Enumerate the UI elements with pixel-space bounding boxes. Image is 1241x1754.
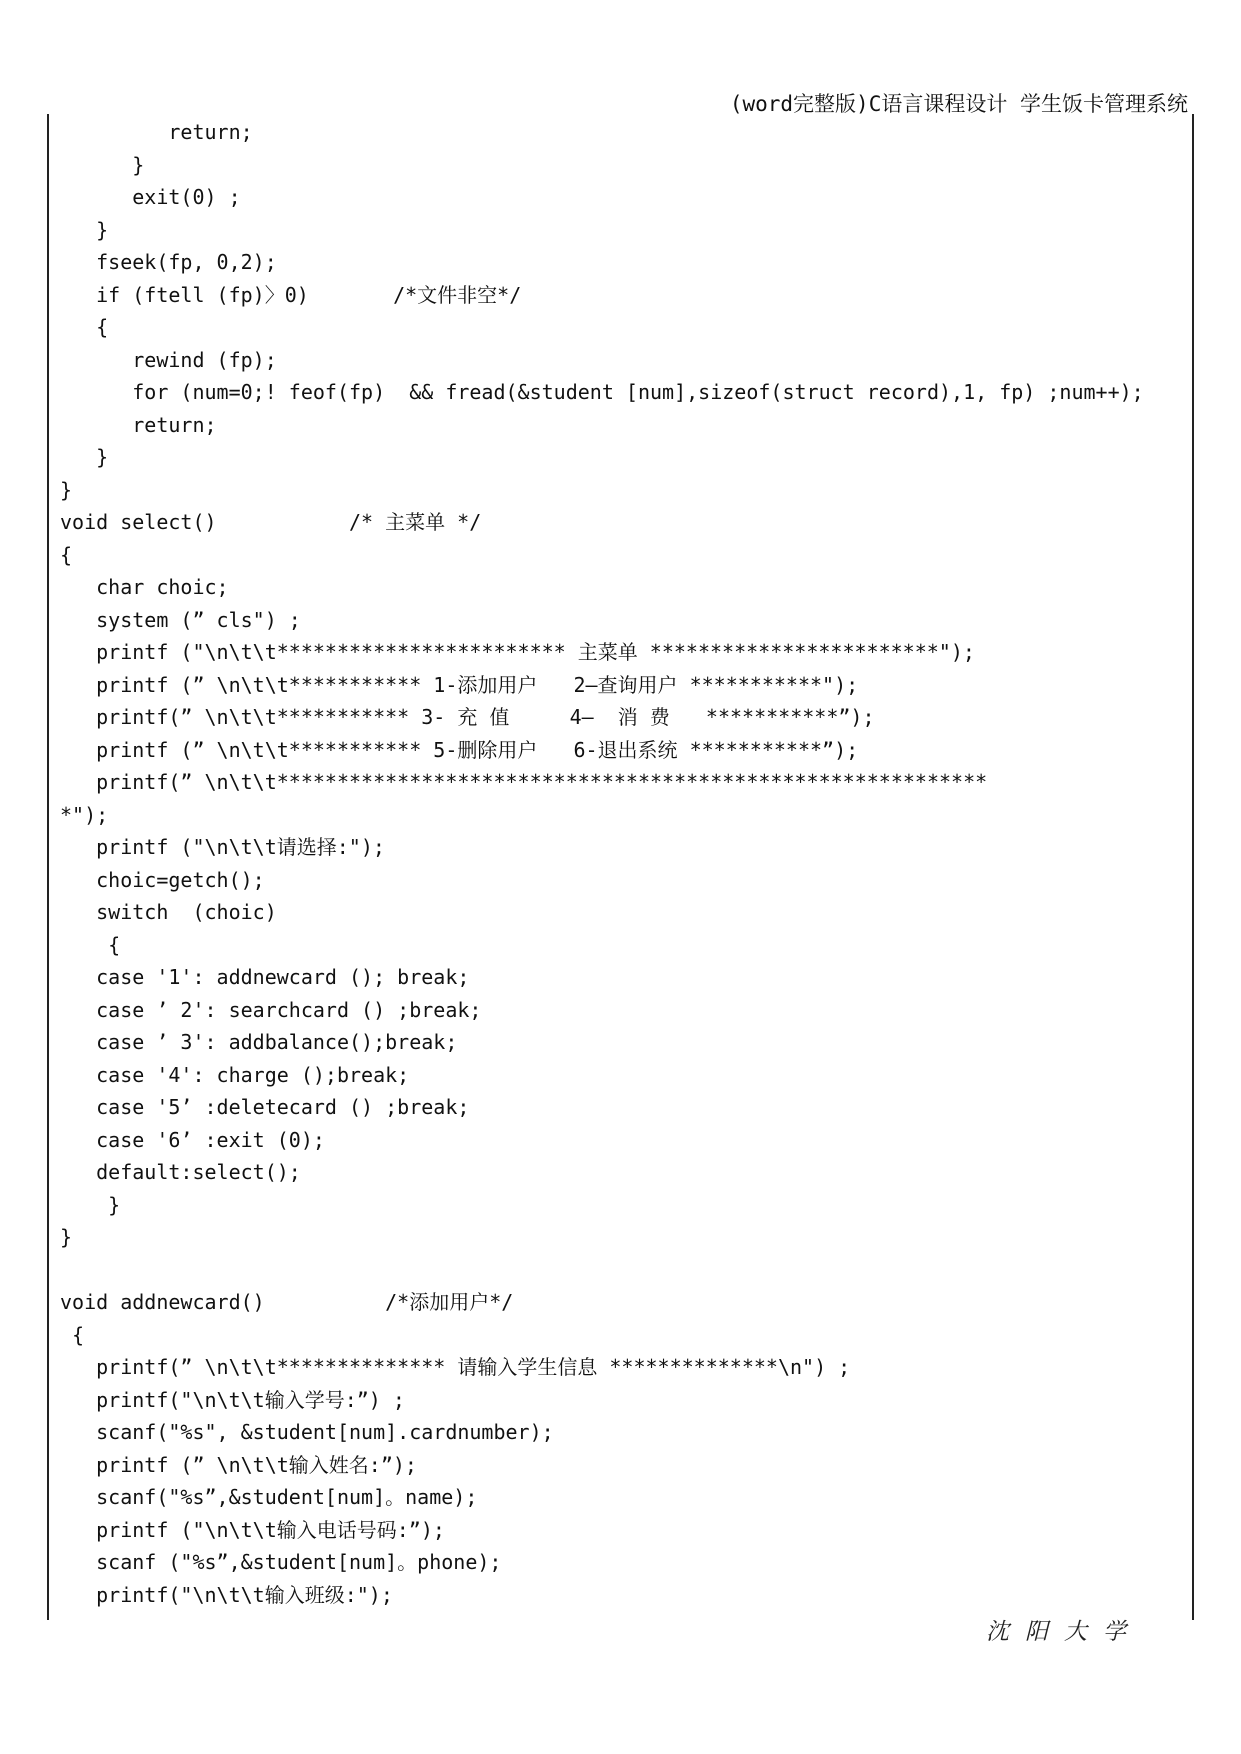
code-line: printf(” \n\t\t************** 请输入学生信息 **************\n") ; — [60, 1355, 851, 1379]
code-line: switch (choic) — [60, 900, 277, 924]
code-line: scanf("%s”,&student[num]。name); — [60, 1485, 478, 1509]
code-line: { — [60, 542, 73, 567]
running-header-title: (word完整版)C语言课程设计 学生饭卡管理系统 — [729, 92, 1188, 116]
code-line: case '4': charge ();break; — [60, 1062, 410, 1087]
code-line: scanf ("%s”,&student[num]。phone); — [60, 1550, 502, 1574]
code-line: printf(” \n\t\t*********************************************************** — [60, 770, 988, 794]
code-line: { — [60, 315, 109, 339]
code-line: return; — [60, 412, 217, 437]
code-line: case ’ 2': searchcard () ;break; — [60, 997, 482, 1022]
code-line: rewind (fp); — [60, 347, 277, 372]
page-border-right — [1192, 114, 1194, 1620]
code-line: printf (” \n\t\t*********** 5-删除用户 6-退出系统 ***********”); — [60, 737, 859, 762]
code-line: void addnewcard() /*添加用户*/ — [60, 1290, 514, 1314]
page-border-left — [47, 114, 49, 1620]
code-line: default:select(); — [60, 1160, 301, 1184]
code-line: printf("\n\t\t输入学号:”) ; — [60, 1387, 405, 1412]
code-line: printf ("\n\t\t请选择:"); — [60, 835, 385, 859]
code-line: case ’ 3': addbalance();break; — [60, 1030, 458, 1054]
code-line: if (ftell (fp)〉0) /*文件非空*/ — [60, 282, 522, 307]
code-line — [60, 1254, 1185, 1287]
code-line: printf (” \n\t\t*********** 1-添加用户 2—查询用户 ***********"); — [60, 672, 859, 697]
code-line: } — [60, 152, 145, 177]
code-line: { — [60, 1322, 85, 1347]
code-line: printf ("\n\t\t输入电话号码:”); — [60, 1517, 445, 1542]
code-line: case '5’ :deletecard () ;break; — [60, 1095, 470, 1119]
code-line: } — [60, 217, 109, 242]
code-line: printf("\n\t\t输入班级:"); — [60, 1582, 393, 1607]
code-line: printf(” \n\t\t*********** 3- 充 值 4— 消 费 ***********”); — [60, 705, 875, 729]
code-line: char choic; — [60, 575, 229, 599]
code-line: fseek(fp, 0,2); — [60, 250, 277, 274]
code-line: *"); — [60, 802, 109, 827]
footer-university-name: 沈阳大学 — [986, 1619, 1142, 1645]
code-line: { — [60, 932, 121, 957]
code-line: } — [60, 1225, 73, 1249]
code-line: for (num=0;! feof(fp) && fread(&student [num],sizeof(struct record),1, fp) ;num++); — [60, 380, 1144, 404]
code-line: case '6’ :exit (0); — [60, 1127, 325, 1152]
code-line: } — [60, 477, 73, 502]
code-line: case '1': addnewcard (); break; — [60, 965, 470, 989]
code-line: } — [60, 445, 109, 469]
code-line: void select() /* 主菜单 */ — [60, 510, 482, 534]
code-line: exit(0) ; — [60, 185, 241, 209]
code-line: system (” cls") ; — [60, 607, 301, 632]
code-listing — [60, 116, 1185, 1611]
code-line: scanf("%s", &student[num].cardnumber); — [60, 1420, 554, 1444]
code-line: choic=getch(); — [60, 867, 265, 892]
code-line: } — [60, 1192, 121, 1217]
code-line: return; — [60, 120, 253, 144]
code-line: printf ("\n\t\t************************ 主菜单 ************************"); — [60, 640, 975, 664]
code-line: printf (” \n\t\t输入姓名:”); — [60, 1452, 417, 1477]
